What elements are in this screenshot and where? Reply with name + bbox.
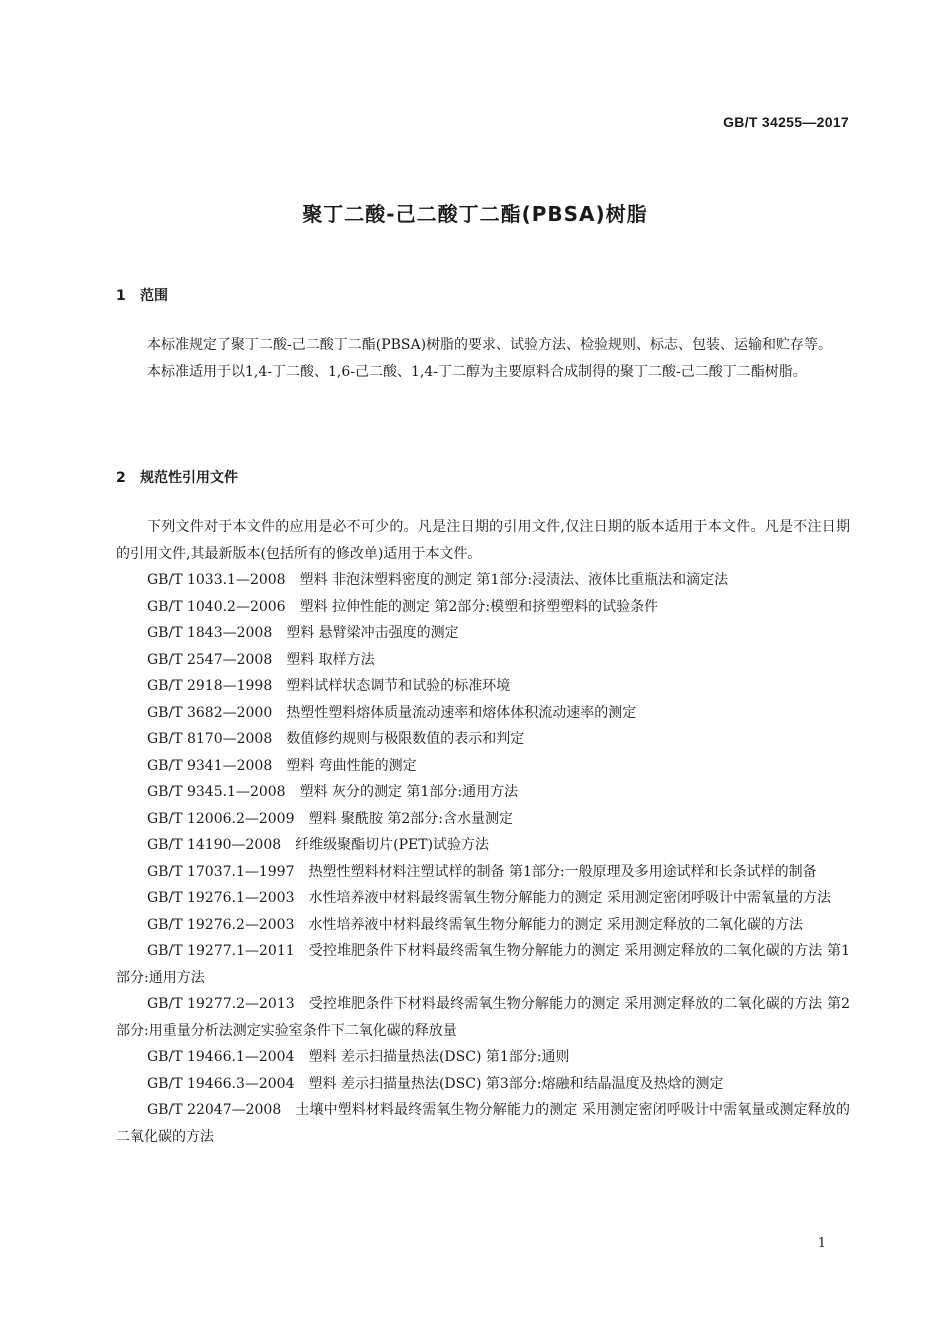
reference-code: GB/T 19276.2—2003: [147, 916, 295, 933]
reference-code: GB/T 19277.1—2011: [147, 943, 295, 959]
reference-item: [116, 885, 850, 912]
reference-title: 塑料 悬臂梁冲击强度的测定: [286, 625, 459, 641]
reference-item: [116, 567, 850, 594]
reference-item: [116, 726, 850, 753]
reference-item: [116, 1044, 850, 1071]
reference-title: 塑料 聚酰胺 第2部分:含水量测定: [308, 810, 514, 827]
section-title: 范围: [140, 288, 168, 304]
section-normative-references: [116, 468, 850, 488]
reference-item: [116, 832, 850, 859]
reference-code: GB/T 14190—2008: [147, 837, 282, 853]
reference-item: [116, 647, 850, 674]
reference-item: [116, 673, 850, 700]
reference-item: [116, 1097, 850, 1150]
references-intro: 下列文件对于本文件的应用是必不可少的。凡是注日期的引用文件,仅注日期的版本适用于本文件。凡是不注日期的引用文件,其最新版本(包括所有的修改单)适用于本文件。: [116, 519, 850, 562]
reference-title: 水性培养液中材料最终需氧生物分解能力的测定 采用测定释放的二氧化碳的方法: [308, 916, 803, 933]
reference-code: GB/T 9341—2008: [147, 757, 273, 774]
reference-code: GB/T 12006.2—2009: [147, 810, 295, 827]
reference-item: [116, 594, 850, 621]
reference-code: GB/T 19466.3—2004: [147, 1075, 295, 1092]
reference-item: [116, 700, 850, 727]
reference-item: [116, 779, 850, 806]
reference-title: 数值修约规则与极限数值的表示和判定: [286, 731, 525, 747]
section-scope: [116, 286, 850, 306]
reference-title: 纤维级聚酯切片(PET)试验方法: [295, 837, 490, 853]
reference-title: 塑料 灰分的测定 第1部分:通用方法: [299, 784, 519, 800]
section-heading: [116, 468, 850, 488]
reference-title: 受控堆肥条件下材料最终需氧生物分解能力的测定 采用测定释放的二氧化碳的方法 第2部分:用重量分析法测定实验室条件下二氧化碳的释放量: [116, 996, 850, 1039]
reference-title: 塑料 非泡沫塑料密度的测定 第1部分:浸渍法、液体比重瓶法和滴定法: [299, 572, 729, 588]
reference-title: 土壤中塑料材料最终需氧生物分解能力的测定 采用测定密闭呼吸计中需氧量或测定释放的二氧化碳的方法: [116, 1102, 850, 1145]
section-number: 2: [116, 470, 126, 486]
reference-code: GB/T 22047—2008: [147, 1102, 282, 1118]
reference-title: 塑料 拉伸性能的测定 第2部分:模塑和挤塑塑料的试验条件: [299, 598, 659, 615]
reference-title: 塑料试样状态调节和试验的标准环境: [286, 678, 511, 694]
reference-title: 受控堆肥条件下材料最终需氧生物分解能力的测定 采用测定释放的二氧化碳的方法 第1部分:通用方法: [116, 943, 850, 986]
reference-item: [116, 753, 850, 780]
reference-code: GB/T 1040.2—2006: [147, 598, 286, 615]
reference-code: GB/T 19277.2—2013: [147, 996, 295, 1012]
reference-code: GB/T 8170—2008: [147, 731, 273, 747]
reference-title: 塑料 差示扫描量热法(DSC) 第3部分:熔融和结晶温度及热焓的测定: [308, 1075, 724, 1092]
reference-code: GB/T 17037.1—1997: [147, 863, 295, 880]
reference-item: [116, 938, 850, 991]
section-title: 规范性引用文件: [140, 470, 238, 486]
reference-item: [116, 1071, 850, 1098]
references-body: [116, 514, 850, 1150]
section-heading: [116, 286, 850, 306]
reference-title: 塑料 差示扫描量热法(DSC) 第1部分:通则: [308, 1049, 570, 1065]
page-number: 1: [817, 1236, 826, 1251]
reference-title: 水性培养液中材料最终需氧生物分解能力的测定 采用测定密闭呼吸计中需氧量的方法: [308, 890, 831, 906]
reference-code: GB/T 9345.1—2008: [147, 784, 286, 800]
reference-list: [116, 567, 850, 1150]
reference-code: GB/T 19466.1—2004: [147, 1049, 295, 1065]
reference-code: GB/T 2918—1998: [147, 678, 273, 694]
reference-item: [116, 859, 850, 886]
reference-item: [116, 991, 850, 1044]
reference-code: GB/T 1843—2008: [147, 625, 273, 641]
reference-item: [116, 912, 850, 939]
reference-title: 热塑性塑料熔体质量流动速率和熔体体积流动速率的测定: [286, 704, 637, 721]
reference-code: GB/T 3682—2000: [147, 704, 273, 721]
section-scope-body: [116, 332, 850, 385]
reference-item: [116, 806, 850, 833]
reference-item: [116, 620, 850, 647]
paragraph: 本标准规定了聚丁二酸-己二酸丁二酯(PBSA)树脂的要求、试验方法、检验规则、标志、包装、运输和贮存等。: [147, 337, 833, 353]
reference-code: GB/T 19276.1—2003: [147, 890, 295, 906]
section-number: 1: [116, 288, 126, 304]
standard-code: GB/T 34255—2017: [723, 114, 849, 130]
reference-code: GB/T 2547—2008: [147, 651, 273, 668]
reference-title: 塑料 弯曲性能的测定: [286, 757, 417, 774]
reference-title: 热塑性塑料材料注塑试样的制备 第1部分:一般原理及多用途试样和长条试样的制备: [308, 863, 817, 880]
document-title: 聚丁二酸-己二酸丁二酯(PBSA)树脂: [302, 202, 648, 226]
paragraph: 本标准适用于以1,4-丁二酸、1,6-己二酸、1,4-丁二醇为主要原料合成制得的聚丁二酸-己二酸丁二酯树脂。: [147, 363, 807, 380]
reference-title: 塑料 取样方法: [286, 651, 375, 668]
reference-code: GB/T 1033.1—2008: [147, 572, 286, 588]
